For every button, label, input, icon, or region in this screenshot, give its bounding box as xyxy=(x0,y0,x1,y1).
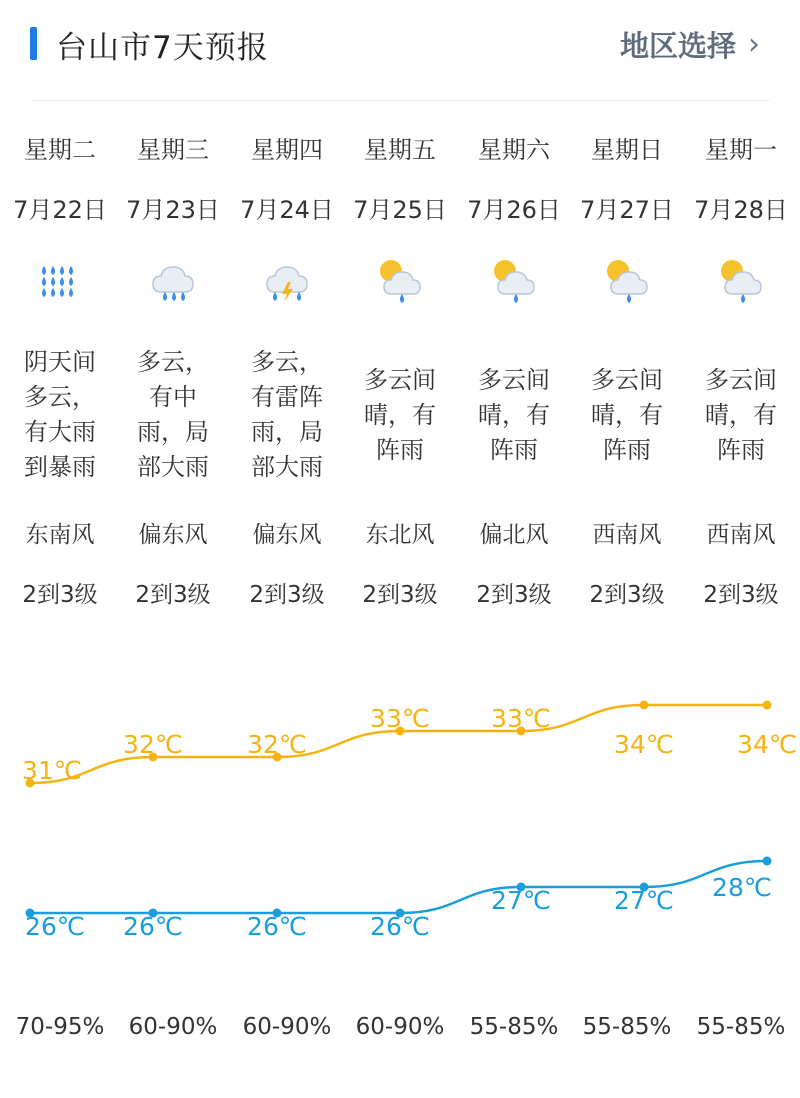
sun-cloud-rain-icon xyxy=(684,254,798,310)
wind-direction: 西南风 xyxy=(706,522,776,548)
weekday-label: 星期三 xyxy=(137,136,209,164)
weekday-label: 星期四 xyxy=(251,136,323,164)
temperature-chart xyxy=(0,640,800,970)
humidity-range: 55-85% xyxy=(469,1014,559,1040)
low-temp-label: 26℃ xyxy=(123,912,183,941)
weather-description-text: 多云间晴，有阵雨 xyxy=(591,365,663,464)
weekday-label: 星期二 xyxy=(24,136,96,164)
humidity-range: 60-90% xyxy=(128,1014,218,1040)
wind-direction: 偏东风 xyxy=(138,522,208,548)
weather-description-text: 多云，有雷阵雨，局部大雨 xyxy=(251,348,323,481)
page-title: 台山市7天预报 xyxy=(56,30,269,66)
weekday-label: 星期五 xyxy=(364,136,436,164)
sun-cloud-rain-icon xyxy=(457,254,571,310)
wind-direction: 西南风 xyxy=(592,522,662,548)
wind-level: 2到3级 xyxy=(135,582,211,608)
region-select-button[interactable] xyxy=(620,24,760,65)
weekday-label: 星期日 xyxy=(591,136,663,164)
rain-cloud-icon xyxy=(116,254,230,310)
weather-description-text: 多云，有中雨，局部大雨 xyxy=(137,348,209,481)
high-temp-label: 32℃ xyxy=(123,730,183,759)
high-temp-label: 34℃ xyxy=(737,730,797,759)
wind-direction: 东南风 xyxy=(25,522,95,548)
weather-description xyxy=(3,345,117,485)
weather-description-text: 多云间晴，有阵雨 xyxy=(364,365,436,464)
date-label: 7月27日 xyxy=(580,196,674,224)
wind-direction: 偏北风 xyxy=(479,522,549,548)
weather-description xyxy=(684,345,798,485)
low-temp-label: 26℃ xyxy=(370,912,430,941)
weather-description xyxy=(570,345,684,485)
weather-description-text: 多云间晴，有阵雨 xyxy=(705,365,777,464)
weather-description xyxy=(230,345,344,485)
header xyxy=(0,0,800,100)
high-temp-label: 32℃ xyxy=(247,730,307,759)
high-temp-point xyxy=(763,701,772,710)
date-label: 7月22日 xyxy=(13,196,107,224)
weather-description xyxy=(457,345,571,485)
weather-description-text: 阴天间多云，有大雨到暴雨 xyxy=(24,348,96,481)
high-temp-label: 34℃ xyxy=(614,730,674,759)
thunder-rain-icon xyxy=(230,254,344,310)
low-temp-label: 26℃ xyxy=(247,912,307,941)
humidity-range: 60-90% xyxy=(242,1014,332,1040)
weekday-label: 星期一 xyxy=(705,136,777,164)
high-temp-label: 33℃ xyxy=(491,704,551,733)
wind-direction: 东北风 xyxy=(365,522,435,548)
humidity-range: 70-95% xyxy=(15,1014,105,1040)
sun-cloud-rain-icon xyxy=(570,254,684,310)
wind-level: 2到3级 xyxy=(476,582,552,608)
date-label: 7月24日 xyxy=(240,196,334,224)
weather-description xyxy=(343,345,457,485)
divider xyxy=(32,100,770,101)
region-select-label: 地区选择 xyxy=(619,29,736,63)
low-temp-label: 28℃ xyxy=(712,873,772,902)
sun-cloud-rain-icon xyxy=(343,254,457,310)
weather-description xyxy=(116,345,230,485)
wind-level: 2到3级 xyxy=(22,582,98,608)
low-temp-label: 27℃ xyxy=(614,886,674,915)
date-label: 7月28日 xyxy=(694,196,788,224)
high-temp-label: 33℃ xyxy=(370,704,430,733)
low-temp-label: 27℃ xyxy=(491,886,551,915)
wind-level: 2到3级 xyxy=(249,582,325,608)
wind-level: 2到3级 xyxy=(362,582,438,608)
date-label: 7月26日 xyxy=(467,196,561,224)
humidity-range: 55-85% xyxy=(582,1014,672,1040)
date-label: 7月23日 xyxy=(126,196,220,224)
weekday-label: 星期六 xyxy=(478,136,550,164)
humidity-range: 55-85% xyxy=(696,1014,786,1040)
low-temp-label: 26℃ xyxy=(25,912,85,941)
chevron-right-icon: › xyxy=(748,27,760,62)
wind-level: 2到3级 xyxy=(703,582,779,608)
wind-level: 2到3级 xyxy=(589,582,665,608)
title-accent-bar xyxy=(30,27,37,60)
weather-description-text: 多云间晴，有阵雨 xyxy=(478,365,550,464)
heavy-rain-icon xyxy=(3,254,117,310)
low-temp-point xyxy=(763,857,772,866)
humidity-range: 60-90% xyxy=(355,1014,445,1040)
high-temp-point xyxy=(640,701,649,710)
wind-direction: 偏东风 xyxy=(252,522,322,548)
high-temp-label: 31℃ xyxy=(22,756,82,785)
date-label: 7月25日 xyxy=(353,196,447,224)
